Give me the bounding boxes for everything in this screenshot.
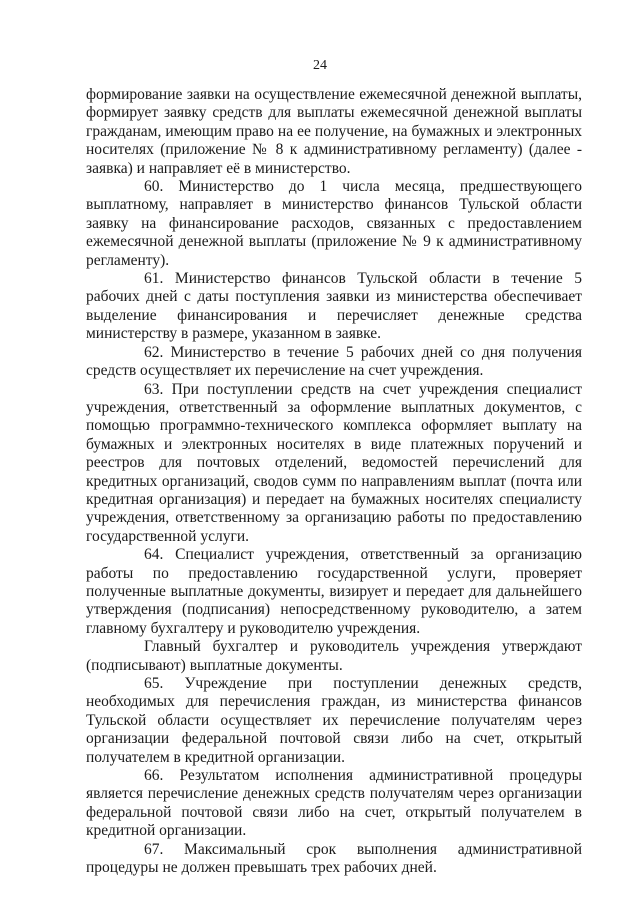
paragraph-64: 64. Специалист учреждения, ответственный за организацию работы по предоставлению государственной услуги, проверяет полученные выплатные документы, визирует и передает для дальнейшего утверждения (подписания) непосредственному руководителю, а затем главному бухгалтеру и руководителю учреждения. <box>86 546 582 637</box>
paragraph-continuation: формирование заявки на осуществление ежемесячной денежной выплаты, формирует заявку средств для выплаты ежемесячной денежной выплаты гражданам, имеющим право на ее получение, на бумажных и электронных носителях (приложение № 8 к административному регламенту) (далее - заявка) и направляет её в министерство. <box>86 86 582 177</box>
paragraph-67: 67. Максимальный срок выполнения административной процедуры не должен превышать трех рабочих дней. <box>86 840 582 877</box>
paragraph-63: 63. При поступлении средств на счет учреждения специалист учреждения, ответственный за оформление выплатных документов, с помощью программно-технического комплекса оформляет выплату на бумажных и электронных носителях в виде платежных поручений и реестров для почтовых отделений, ведомостей перечислений для кредитных организаций, сводов сумм по направлениям выплат (почта или кредитная организация) и передает на бумажных носителях специалисту учреждения, ответственному за организацию работы по предоставлению государственной услуги. <box>86 380 582 545</box>
page-number: 24 <box>313 58 327 73</box>
paragraph-62: 62. Министерство в течение 5 рабочих дней со дня получения средств осуществляет их перечисление на счет учреждения. <box>86 343 582 380</box>
paragraph-65: 65. Учреждение при поступлении денежных средств, необходимых для перечисления граждан, из министерства финансов Тульской области осуществляет их перечисление получателям через организации федеральной почтовой связи либо на счет, открытый получателем в кредитной организации. <box>86 675 582 766</box>
paragraph-61: 61. Министерство финансов Тульской области в течение 5 рабочих дней с даты поступления заявки из министерства обеспечивает выделение финансирования и перечисляет денежные средства министерству в размере, указанном в заявке. <box>86 270 582 343</box>
document-body <box>86 86 582 877</box>
paragraph-64-approval: Главный бухгалтер и руководитель учреждения утверждают (подписывают) выплатные документы. <box>86 638 582 674</box>
paragraph-60: 60. Министерство до 1 числа месяца, предшествующего выплатному, направляет в министерство финансов Тульской области заявку на финансирование расходов, связанных с предоставлением ежемесячной денежной выплаты (приложение № 9 к административному регламенту). <box>86 178 582 269</box>
paragraph-66: 66. Результатом исполнения административной процедуры является перечисление денежных средств получателям через организации федеральной почтовой связи либо на счет, открытый получателем в кредитной организации. <box>86 767 582 840</box>
